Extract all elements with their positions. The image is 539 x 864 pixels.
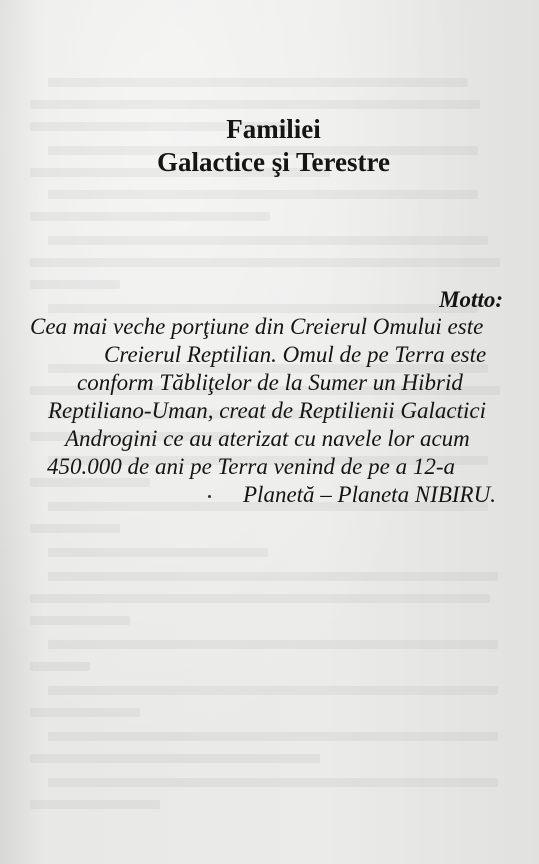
motto-line: Reptiliano-Uman, creat de Reptilienii Galactici (48, 398, 486, 423)
page-title-line-2: Galactice şi Terestre (157, 147, 390, 177)
motto-label: Motto: (439, 287, 503, 312)
motto-line: Cea mai veche porţiune din Creierul Omului este (30, 314, 484, 339)
motto-line: Planetă – Planeta NIBIRU. (243, 482, 496, 507)
motto-line: Androgini ce au aterizat cu navele lor acum (65, 426, 470, 451)
print-speck (208, 495, 211, 498)
page-title-line-1: Familiei (226, 114, 321, 144)
motto-line: conform Tăbliţelor de la Sumer un Hibrid (77, 370, 463, 395)
motto-line: Creierul Reptilian. Omul de pe Terra este (104, 342, 487, 367)
motto-line: 450.000 de ani pe Terra venind de pe a 12-a (47, 454, 455, 479)
